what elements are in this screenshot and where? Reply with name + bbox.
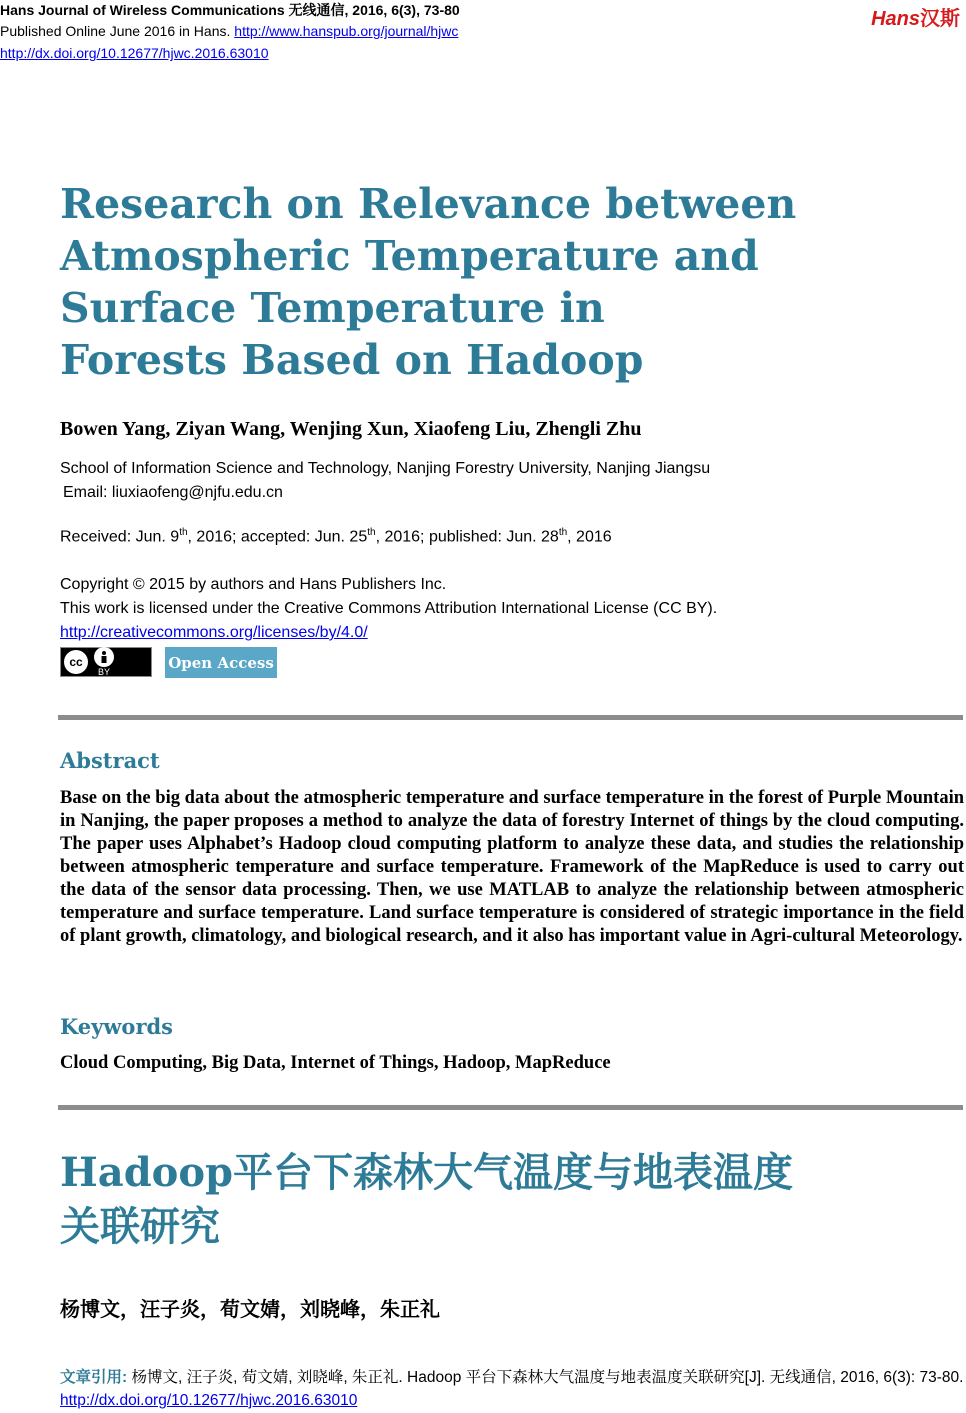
section-divider [58,715,963,720]
hans-logo[interactable] [871,2,960,31]
copyright-line: Copyright © 2015 by authors and Hans Publishers Inc. [60,576,447,593]
email[interactable]: Email: liuxiaofeng@njfu.edu.cn [63,484,283,501]
cc-by-badge[interactable] [60,647,152,677]
abstract-heading: Abstract [60,748,160,773]
published-date: , 2016; published: Jun. 28 [375,528,559,546]
paper-title-cn [60,1146,860,1254]
by-group [94,647,114,677]
journal-header [0,0,460,21]
ordinal-sup: th [179,527,188,538]
keywords-heading: Keywords [60,1014,174,1039]
dates-line [60,527,612,546]
license-link[interactable]: http://creativecommons.org/licenses/by/4.0/ [60,624,368,641]
ordinal-sup: th [558,527,568,538]
cc-icon: cc [64,650,88,674]
journal-name: Hans Journal of Wireless Communications [0,2,285,18]
published-line [0,21,458,42]
ordinal-sup: th [367,527,376,538]
title-line: Research on Relevance between [60,180,797,228]
open-access-badge: Open Access [165,647,277,678]
affiliation: School of Information Science and Technology, Nanjing Forestry University, Nanjing Jiangsu [60,460,711,477]
accepted-date: , 2016; accepted: Jun. 25 [187,528,368,546]
authors-cn: 杨博文，汪子炎，荀文婧，刘晓峰，朱正礼 [60,1297,440,1321]
doi-line [0,43,269,64]
copyright-block [60,573,717,645]
title-cn-line: Hadoop平台下森林大气温度与地表温度 [60,1149,794,1196]
title-line: Forests Based on Hadoop [60,336,644,384]
journal-cn-info: 无线通信, 2016, 6(3), 73-80 [288,2,460,18]
title-line: Surface Temperature in [60,284,605,332]
person-icon [94,647,114,667]
citation-doi-link[interactable]: http://dx.doi.org/10.12677/hjwc.2016.63010 [60,1392,358,1409]
section-divider [58,1105,963,1110]
paper-title-en [60,178,820,386]
citation-text: 杨博文, 汪子炎, 荀文婧, 刘晓峰, 朱正礼. Hadoop 平台下森林大气温度与地表温度关联研究[J]. 无线通信, 2016, 6(3): 73-80. [127,1369,964,1386]
abstract-body: Base on the big data about the atmospheric temperature and surface temperature in the forest of Purple Mountain in Nanjing, the paper proposes a method to analyze the data of forestry Internet of things by the cloud computing. The paper uses Alphabet’s Hadoop cloud computing platform to analyze these data, and studies the relationship between atmospheric temperature and surface temperature. Framework of the MapReduce is used to carry out the data of the sensor data processing. Then, we use MATLAB to analyze the relationship between atmospheric temperature and surface temperature. Land surface temperature is considered of strategic importance in the field of plant growth, climatology, and biological research, and it also has important value in Agri-cultural Meteorology. [60,788,964,946]
received-date: Received: Jun. 9 [60,528,180,546]
year-tail: , 2016 [567,528,612,546]
title-cn-line: 关联研究 [60,1203,220,1250]
citation [60,1366,964,1412]
license-line: This work is licensed under the Creative Commons Attribution International License (CC BY). [60,600,718,617]
logo-text-en: Hans [871,8,920,30]
doi-link-top[interactable]: http://dx.doi.org/10.12677/hjwc.2016.63010 [0,45,269,61]
by-label: BY [97,667,110,677]
citation-label: 文章引用: [60,1369,128,1386]
keywords-body: Cloud Computing, Big Data, Internet of Things, Hadoop, MapReduce [60,1053,611,1073]
authors-en: Bowen Yang, Ziyan Wang, Wenjing Xun, Xiaofeng Liu, Zhengli Zhu [60,418,642,440]
logo-text-cn: 汉斯 [920,8,960,30]
title-line: Atmospheric Temperature and [60,232,759,280]
journal-link[interactable]: http://www.hanspub.org/journal/hjwc [234,23,459,39]
published-text: Published Online June 2016 in Hans. [0,23,231,39]
